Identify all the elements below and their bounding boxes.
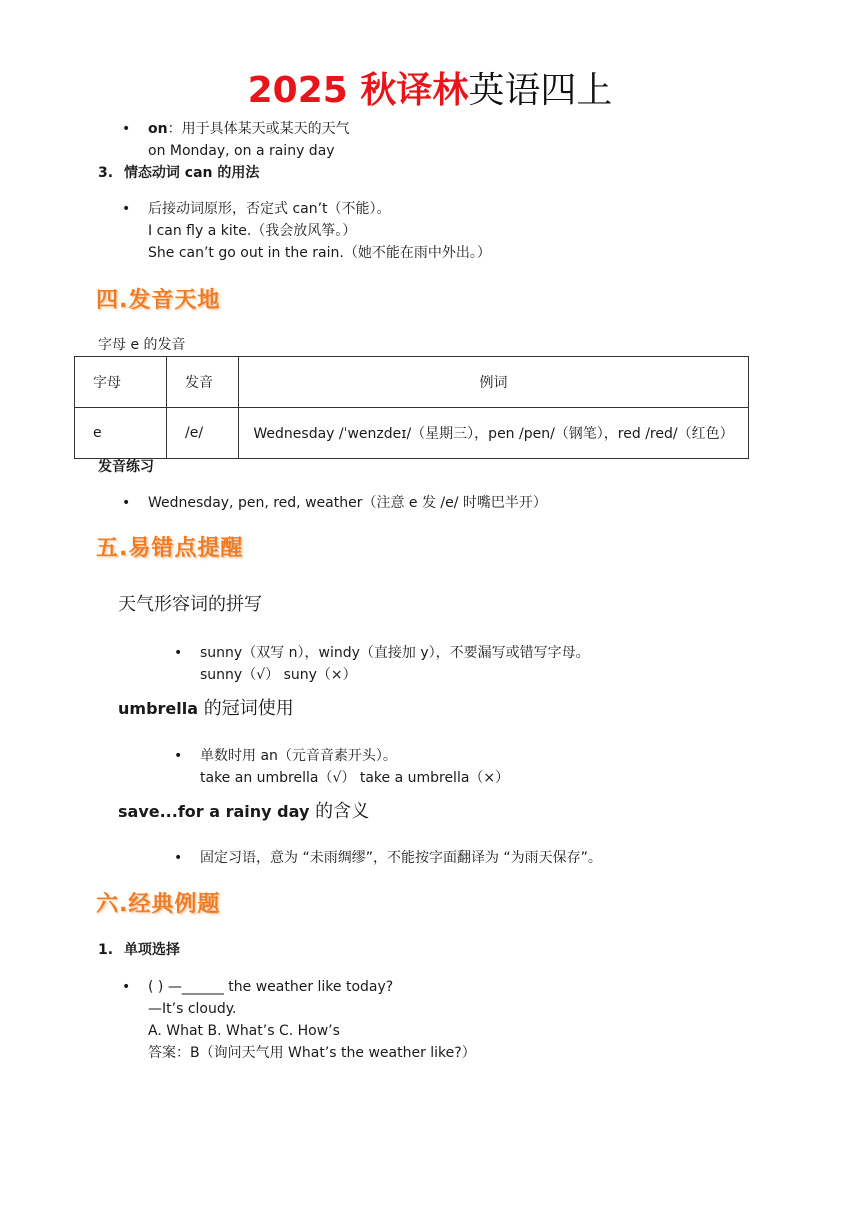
umbrella-bullet bbox=[174, 745, 509, 789]
question-bullet bbox=[122, 976, 476, 1064]
cell-sound: /e/ bbox=[167, 408, 239, 459]
bullet-dot: • bbox=[122, 495, 131, 511]
on-usage-example: on Monday, on a rainy day bbox=[148, 143, 335, 159]
can-usage-bullet bbox=[122, 198, 491, 264]
header-letter: 字母 bbox=[75, 357, 167, 408]
on-usage-bullet bbox=[122, 118, 350, 162]
keyword-on: on bbox=[148, 121, 168, 137]
spelling-line-2: sunny（√） suny（×） bbox=[200, 667, 357, 683]
umbrella-line-1: 单数时用 an（元音音素开头）。 bbox=[200, 748, 397, 764]
can-usage-line-2: I can fly a kite.（我会放风筝。） bbox=[148, 223, 357, 239]
practice-bullet bbox=[122, 492, 547, 514]
practice-label: 发音练习 bbox=[98, 459, 154, 475]
question-heading bbox=[98, 939, 180, 961]
bullet-dot: • bbox=[122, 201, 131, 217]
can-heading-text: 情态动词 can 的用法 bbox=[123, 165, 260, 181]
umbrella-heading-keyword: umbrella bbox=[118, 699, 199, 718]
umbrella-line-2: take an umbrella（√） take a umbrella（×） bbox=[200, 770, 510, 786]
pronunciation-caption: 字母 e 的发音 bbox=[98, 337, 186, 353]
question-line-3: A. What B. What’s C. How’s bbox=[148, 1023, 340, 1039]
page-title bbox=[0, 66, 860, 116]
umbrella-heading bbox=[118, 696, 294, 722]
question-line-1: ( ) —______ the weather like today? bbox=[148, 979, 394, 995]
question-heading-text: 单项选择 bbox=[123, 942, 180, 958]
header-examples: 例词 bbox=[239, 357, 749, 408]
umbrella-heading-text: 的冠词使用 bbox=[198, 698, 294, 719]
can-usage-line-3: She can’t go out in the rain.（她不能在雨中外出。） bbox=[148, 245, 491, 261]
spelling-heading: 天气形容词的拼写 bbox=[118, 594, 262, 615]
can-usage-line-1: 后接动词原形，否定式 can’t（不能）。 bbox=[148, 201, 391, 217]
spelling-line-1: sunny（双写 n），windy（直接加 y），不要漏写或错写字母。 bbox=[200, 645, 590, 661]
table-header-row bbox=[75, 357, 749, 408]
on-usage-text: ：用于具体某天或某天的天气 bbox=[167, 121, 350, 137]
bullet-dot: • bbox=[174, 748, 183, 764]
bullet-dot: • bbox=[174, 850, 183, 866]
idiom-heading-text: 的含义 bbox=[309, 801, 370, 822]
cell-letter: e bbox=[75, 408, 167, 459]
practice-text: Wednesday, pen, red, weather（注意 e 发 /e/ 时嘴巴半开） bbox=[148, 495, 547, 511]
title-year: 2025 bbox=[247, 70, 348, 111]
question-heading-number: 1. bbox=[98, 942, 114, 958]
section-5-title: 五.易错点提醒 bbox=[96, 536, 244, 561]
title-publisher: 秋译林 bbox=[360, 70, 469, 111]
table-row bbox=[75, 408, 749, 459]
question-answer: 答案：B（询问天气用 What’s the weather like?） bbox=[148, 1045, 476, 1061]
pronunciation-table bbox=[74, 356, 749, 459]
question-line-2: —It’s cloudy. bbox=[148, 1001, 237, 1017]
cell-examples: Wednesday /ˈwenzdeɪ/（星期三），pen /pen/（钢笔），red /red/（红色） bbox=[239, 408, 749, 459]
can-heading-number: 3. bbox=[98, 165, 114, 181]
spelling-bullet bbox=[174, 642, 590, 686]
can-heading bbox=[98, 162, 259, 184]
idiom-bullet bbox=[174, 847, 602, 869]
bullet-dot: • bbox=[122, 121, 131, 137]
header-sound: 发音 bbox=[167, 357, 239, 408]
bullet-dot: • bbox=[122, 979, 131, 995]
section-4-title: 四.发音天地 bbox=[96, 288, 221, 313]
section-6-title: 六.经典例题 bbox=[96, 892, 221, 917]
title-subject: 英语四上 bbox=[468, 70, 613, 111]
idiom-heading bbox=[118, 799, 369, 825]
idiom-heading-keyword: save...for a rainy day bbox=[118, 802, 310, 821]
idiom-line-1: 固定习语，意为 “未雨绸缪”，不能按字面翻译为 “为雨天保存”。 bbox=[200, 850, 602, 866]
bullet-dot: • bbox=[174, 645, 183, 661]
